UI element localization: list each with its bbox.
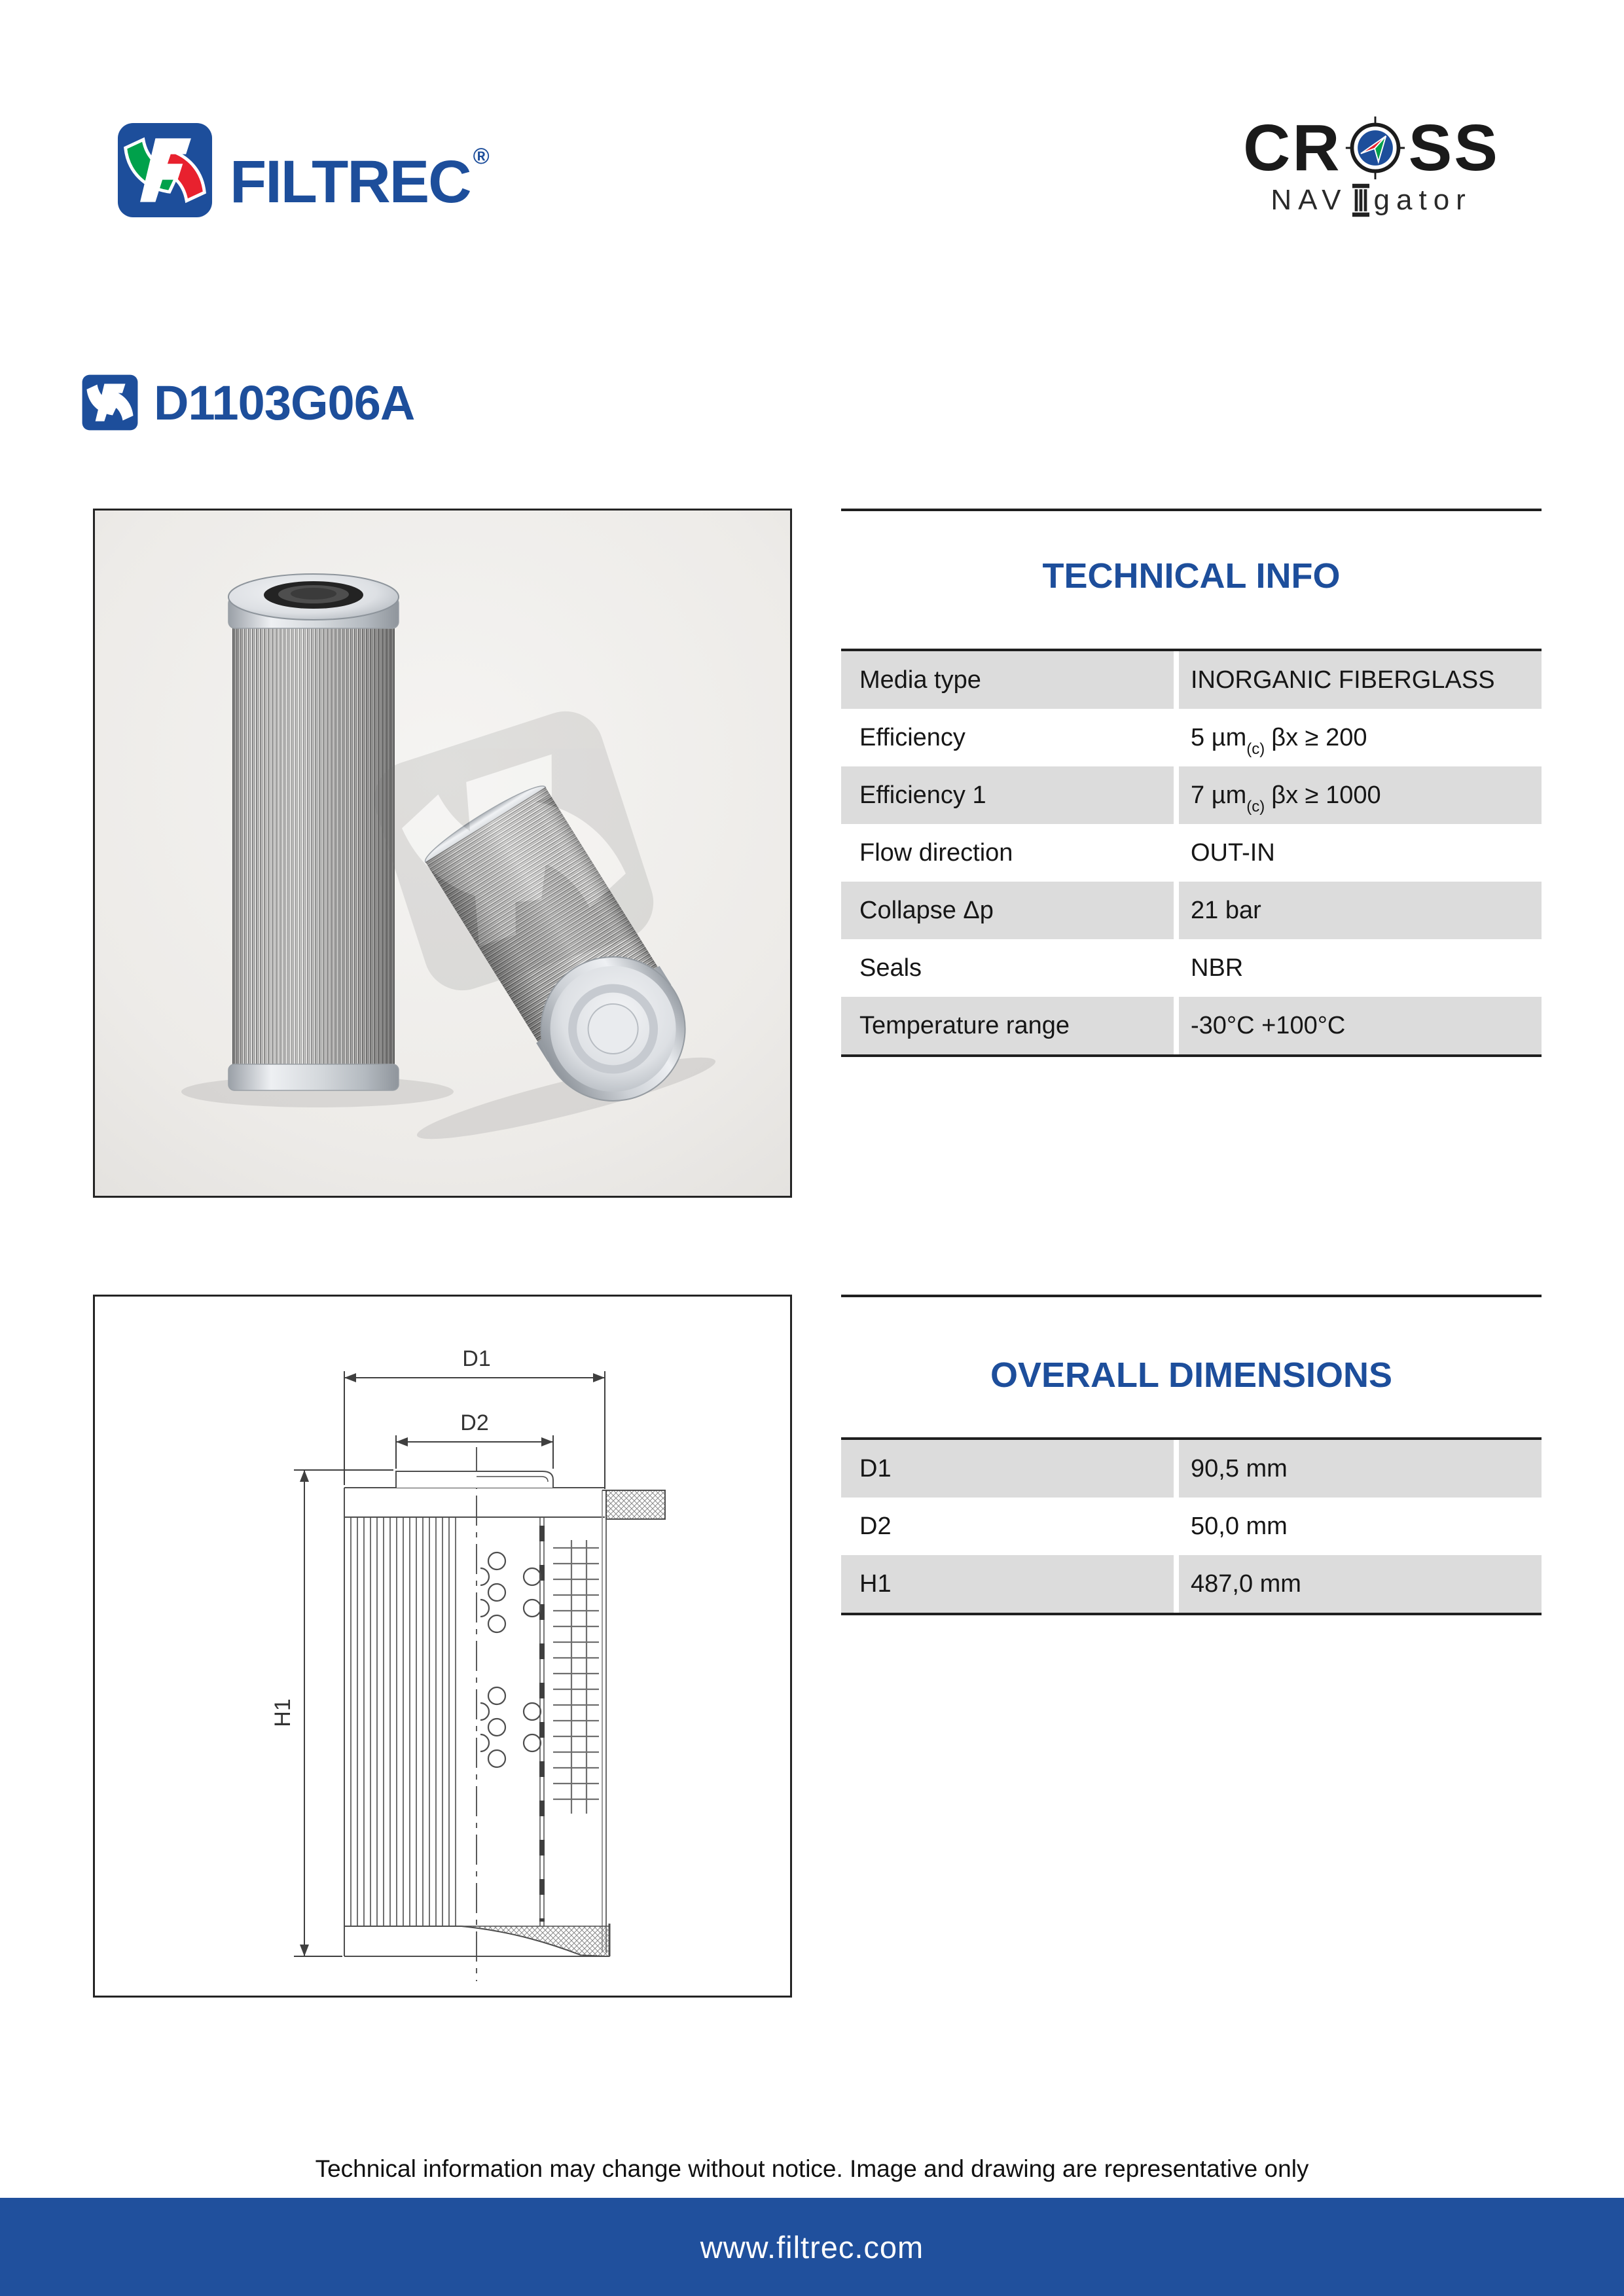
technical-info-table [841,649,1542,1057]
row-value: INORGANIC FIBERGLASS [1179,651,1542,709]
compass-icon [1344,117,1407,179]
product-code: D1103G06A [154,375,415,430]
standing-filter-element [228,574,399,1090]
product-photo [95,511,790,1196]
h1-label: H1 [270,1698,295,1727]
table-row [841,709,1542,766]
d1-label: D1 [462,1346,491,1371]
cross-navigator-logo [1243,111,1500,217]
technical-info-title: TECHNICAL INFO [1042,556,1341,596]
row-value: -30°C +100°C [1179,997,1542,1054]
cross-text-right: SS [1408,111,1500,185]
table-row [841,766,1542,824]
table-row [841,939,1542,997]
column-i-icon [1352,183,1370,217]
website-link[interactable]: www.filtrec.com [700,2229,924,2265]
row-value: 487,0 mm [1179,1555,1542,1613]
row-label: Flow direction [859,838,1013,867]
row-label: D2 [859,1512,892,1540]
overall-dimensions-section [841,1295,1542,1622]
table-row [841,1555,1542,1613]
support-mesh [553,1540,599,1814]
row-value: 5 µm (c) βx ≥ 200 [1191,723,1367,758]
table-row [841,651,1542,709]
overall-dimensions-table [841,1437,1542,1615]
cross-logo-line1 [1243,111,1500,185]
overall-dimensions-title: OVERALL DIMENSIONS [990,1355,1393,1395]
row-value: 90,5 mm [1179,1440,1542,1498]
disclaimer-text: Technical information may change without notice. Image and drawing are representative only [315,2155,1309,2182]
row-label: Efficiency [859,723,965,751]
row-value: 7 µm (c) βx ≥ 1000 [1179,766,1542,824]
d2-label: D2 [460,1410,489,1435]
table-row [841,882,1542,939]
row-value: 50,0 mm [1191,1512,1288,1540]
row-label: Temperature range [841,997,1174,1054]
technical-drawing [95,1297,790,1996]
section-divider [841,509,1542,511]
table-row [841,997,1542,1054]
table-row [841,824,1542,882]
outer-sleeve [461,1490,665,1956]
filtrec-f-mark-icon [117,122,213,219]
cross-logo-line2 [1243,183,1500,217]
row-value: NBR [1191,954,1244,982]
product-title [82,374,414,431]
table-row [841,1498,1542,1555]
row-value: 21 bar [1179,882,1542,939]
row-label: Media type [841,651,1174,709]
row-label: D1 [841,1440,1174,1498]
registered-trademark-symbol: ® [473,144,490,169]
cross-text-left: CR [1243,111,1342,185]
section-divider [841,1295,1542,1297]
row-label: Collapse Δp [841,882,1174,939]
row-value: OUT-IN [1191,838,1275,867]
nav-text: NAV [1271,184,1348,216]
row-label: Seals [859,954,922,982]
perforation-holes [480,1552,541,1767]
f-mark-icon [82,374,138,431]
row-label: H1 [841,1555,1174,1613]
gator-text: gator [1373,184,1472,216]
technical-drawing-frame [93,1295,792,1998]
footer-bar [0,2198,1624,2296]
filtrec-wordmark: FILTREC [230,149,471,215]
d2-dimension [396,1435,553,1469]
row-label: Efficiency 1 [841,766,1174,824]
filtrec-logo [117,122,490,219]
technical-info-section [841,509,1542,1071]
table-row [841,1440,1542,1498]
product-photo-frame [93,509,792,1198]
